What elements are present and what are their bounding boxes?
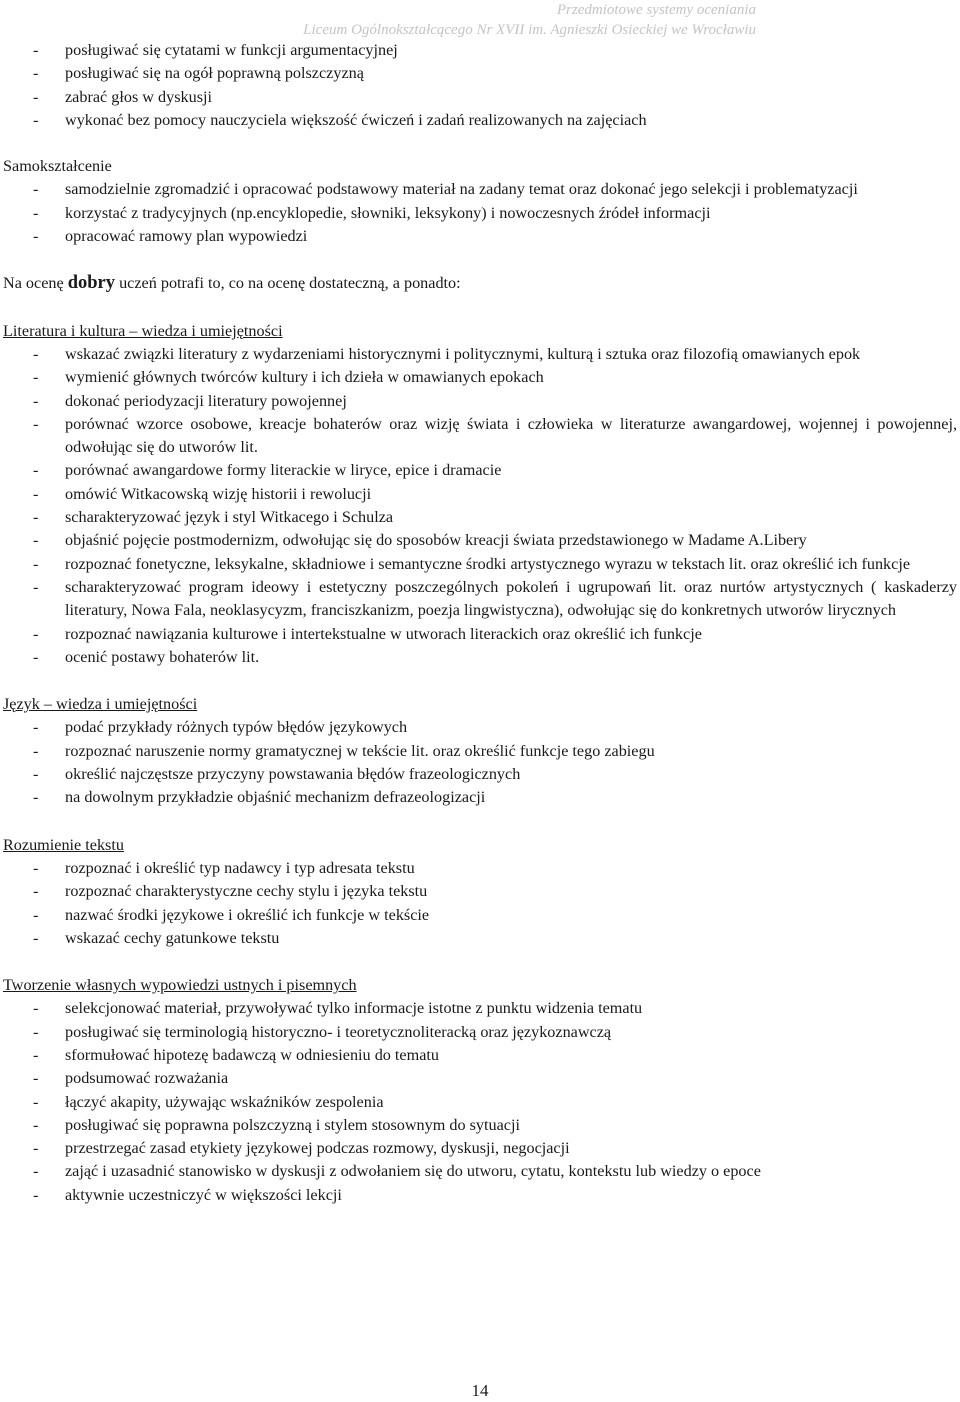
list-item: - łączyć akapity, używając wskaźników zespolenia [3, 1091, 957, 1114]
self-study-heading: Samokształcenie [3, 157, 112, 176]
list-item: - rozpoznać charakterystyczne cechy stylu i języka tekstu [3, 880, 957, 903]
literature-heading: Literatura i kultura – wiedza i umiejętności [3, 321, 283, 340]
list-item: - wymienić głównych twórców kultury i ich dzieła w omawianych epokach [3, 366, 957, 389]
list-item: - zająć i uzasadnić stanowisko w dyskusji z odwołaniem się do utworu, cytatu, kontekstu lub wiedzy o epoce [3, 1160, 957, 1183]
intro-list [3, 39, 957, 132]
list-item: - porównać wzorce osobowe, kreacje bohaterów oraz wizję świata i człowieka w literaturze awangardowej, wojennej i powojennej, odwołując się do utworów lit. [3, 413, 957, 460]
list-item: - wykonać bez pomocy nauczyciela większość ćwiczeń i zadań realizowanych na zajęciach [3, 109, 957, 132]
list-item: - posługiwać się na ogół poprawną polszczyzną [3, 62, 957, 85]
self-study-list [3, 178, 957, 248]
list-item: - sformułować hipotezę badawczą w odniesieniu do tematu [3, 1044, 957, 1067]
list-item: - aktywnie uczestniczyć w większości lekcji [3, 1184, 957, 1207]
list-item: - określić najczęstsze przyczyny powstawania błędów frazeologicznych [3, 763, 957, 786]
comprehension-list [3, 857, 957, 950]
list-item: - posługiwać się poprawna polszczyzną i stylem stosownym do sytuacji [3, 1114, 957, 1137]
language-list [3, 716, 957, 809]
list-item: - samodzielnie zgromadzić i opracować podstawowy materiał na zadany temat oraz dokonać jego selekcji i problematyzacji [3, 178, 957, 201]
list-item: - selekcjonować materiał, przywoływać tylko informacje istotne z punktu widzenia tematu [3, 997, 957, 1020]
page-number: 14 [471, 1381, 489, 1400]
list-item: - podsumować rozważania [3, 1067, 957, 1090]
header-title: Przedmiotowe systemy oceniania [556, 2, 756, 18]
composition-list [3, 997, 957, 1207]
list-item: - wskazać cechy gatunkowe tekstu [3, 927, 957, 950]
grade-prefix: Na ocenę [3, 274, 68, 293]
list-item: - korzystać z tradycyjnych (np.encyklopedie, słowniki, leksykony) i nowoczesnych źródeł informacji [3, 202, 957, 225]
grade-suffix: uczeń potrafi to, co na ocenę dostateczną, a ponadto: [115, 274, 461, 293]
list-item: - scharakteryzować język i styl Witkacego i Schulza [3, 506, 957, 529]
list-item: - podać przykłady różnych typów błędów językowych [3, 716, 957, 739]
language-heading: Język – wiedza i umiejętności [3, 695, 198, 714]
list-item: - zabrać głos w dyskusji [3, 86, 957, 109]
list-item: - rozpoznać naruszenie normy gramatycznej w tekście lit. oraz określić funkcje tego zabiegu [3, 740, 957, 763]
document-body [3, 39, 957, 1207]
comprehension-heading: Rozumienie tekstu [3, 835, 124, 854]
composition-heading: Tworzenie własnych wypowiedzi ustnych i pisemnych [3, 976, 357, 995]
list-item: - rozpoznać fonetyczne, leksykalne, składniowe i semantyczne środki artystycznego wyrazu w tekstach lit. oraz określić ich funkcje [3, 553, 957, 576]
list-item: - nazwać środki językowe i określić ich funkcje w tekście [3, 904, 957, 927]
list-item: - opracować ramowy plan wypowiedzi [3, 225, 957, 248]
list-item: - posługiwać się terminologią historyczno- i teoretycznoliteracką oraz językoznawczą [3, 1021, 957, 1044]
page-header [0, 0, 960, 40]
list-item: - scharakteryzować program ideowy i estetyczny poszczególnych pokoleń i ugrupowań lit. oraz nurtów artystycznych ( kaskaderzy literatury, Nowa Fala, neoklasycyzm, franciszkanizm, poezja lingwistyczna), odwołując się do konkretnych utworów lirycznych [3, 576, 957, 623]
list-item: - rozpoznać i określić typ nadawcy i typ adresata tekstu [3, 857, 957, 880]
list-item: - dokonać periodyzacji literatury powojennej [3, 390, 957, 413]
list-item: - wskazać związki literatury z wydarzeniami historycznymi i politycznymi, kulturą i sztuka oraz filozofią omawianych epok [3, 343, 957, 366]
list-item: - przestrzegać zasad etykiety językowej podczas rozmowy, dyskusji, negocjacji [3, 1137, 957, 1160]
grade-word: dobry [67, 273, 116, 294]
grade-intro [3, 272, 957, 295]
header-school: Liceum Ogólnokształcącego Nr XVII im. Agnieszki Osieckiej we Wrocławiu [303, 22, 756, 38]
list-item: - ocenić postawy bohaterów lit. [3, 646, 957, 669]
literature-list [3, 343, 957, 669]
list-item: - rozpoznać nawiązania kulturowe i intertekstualne w utworach literackich oraz określić ich funkcje [3, 623, 957, 646]
list-item: - posługiwać się cytatami w funkcji argumentacyjnej [3, 39, 957, 62]
list-item: - porównać awangardowe formy literackie w liryce, epice i dramacie [3, 459, 957, 482]
list-item: - omówić Witkacowską wizję historii i rewolucji [3, 483, 957, 506]
list-item: - na dowolnym przykładzie objaśnić mechanizm defrazeologizacji [3, 786, 957, 809]
list-item: - objaśnić pojęcie postmodernizm, odwołując się do sposobów kreacji świata przedstawionego w Madame A.Libery [3, 529, 957, 552]
